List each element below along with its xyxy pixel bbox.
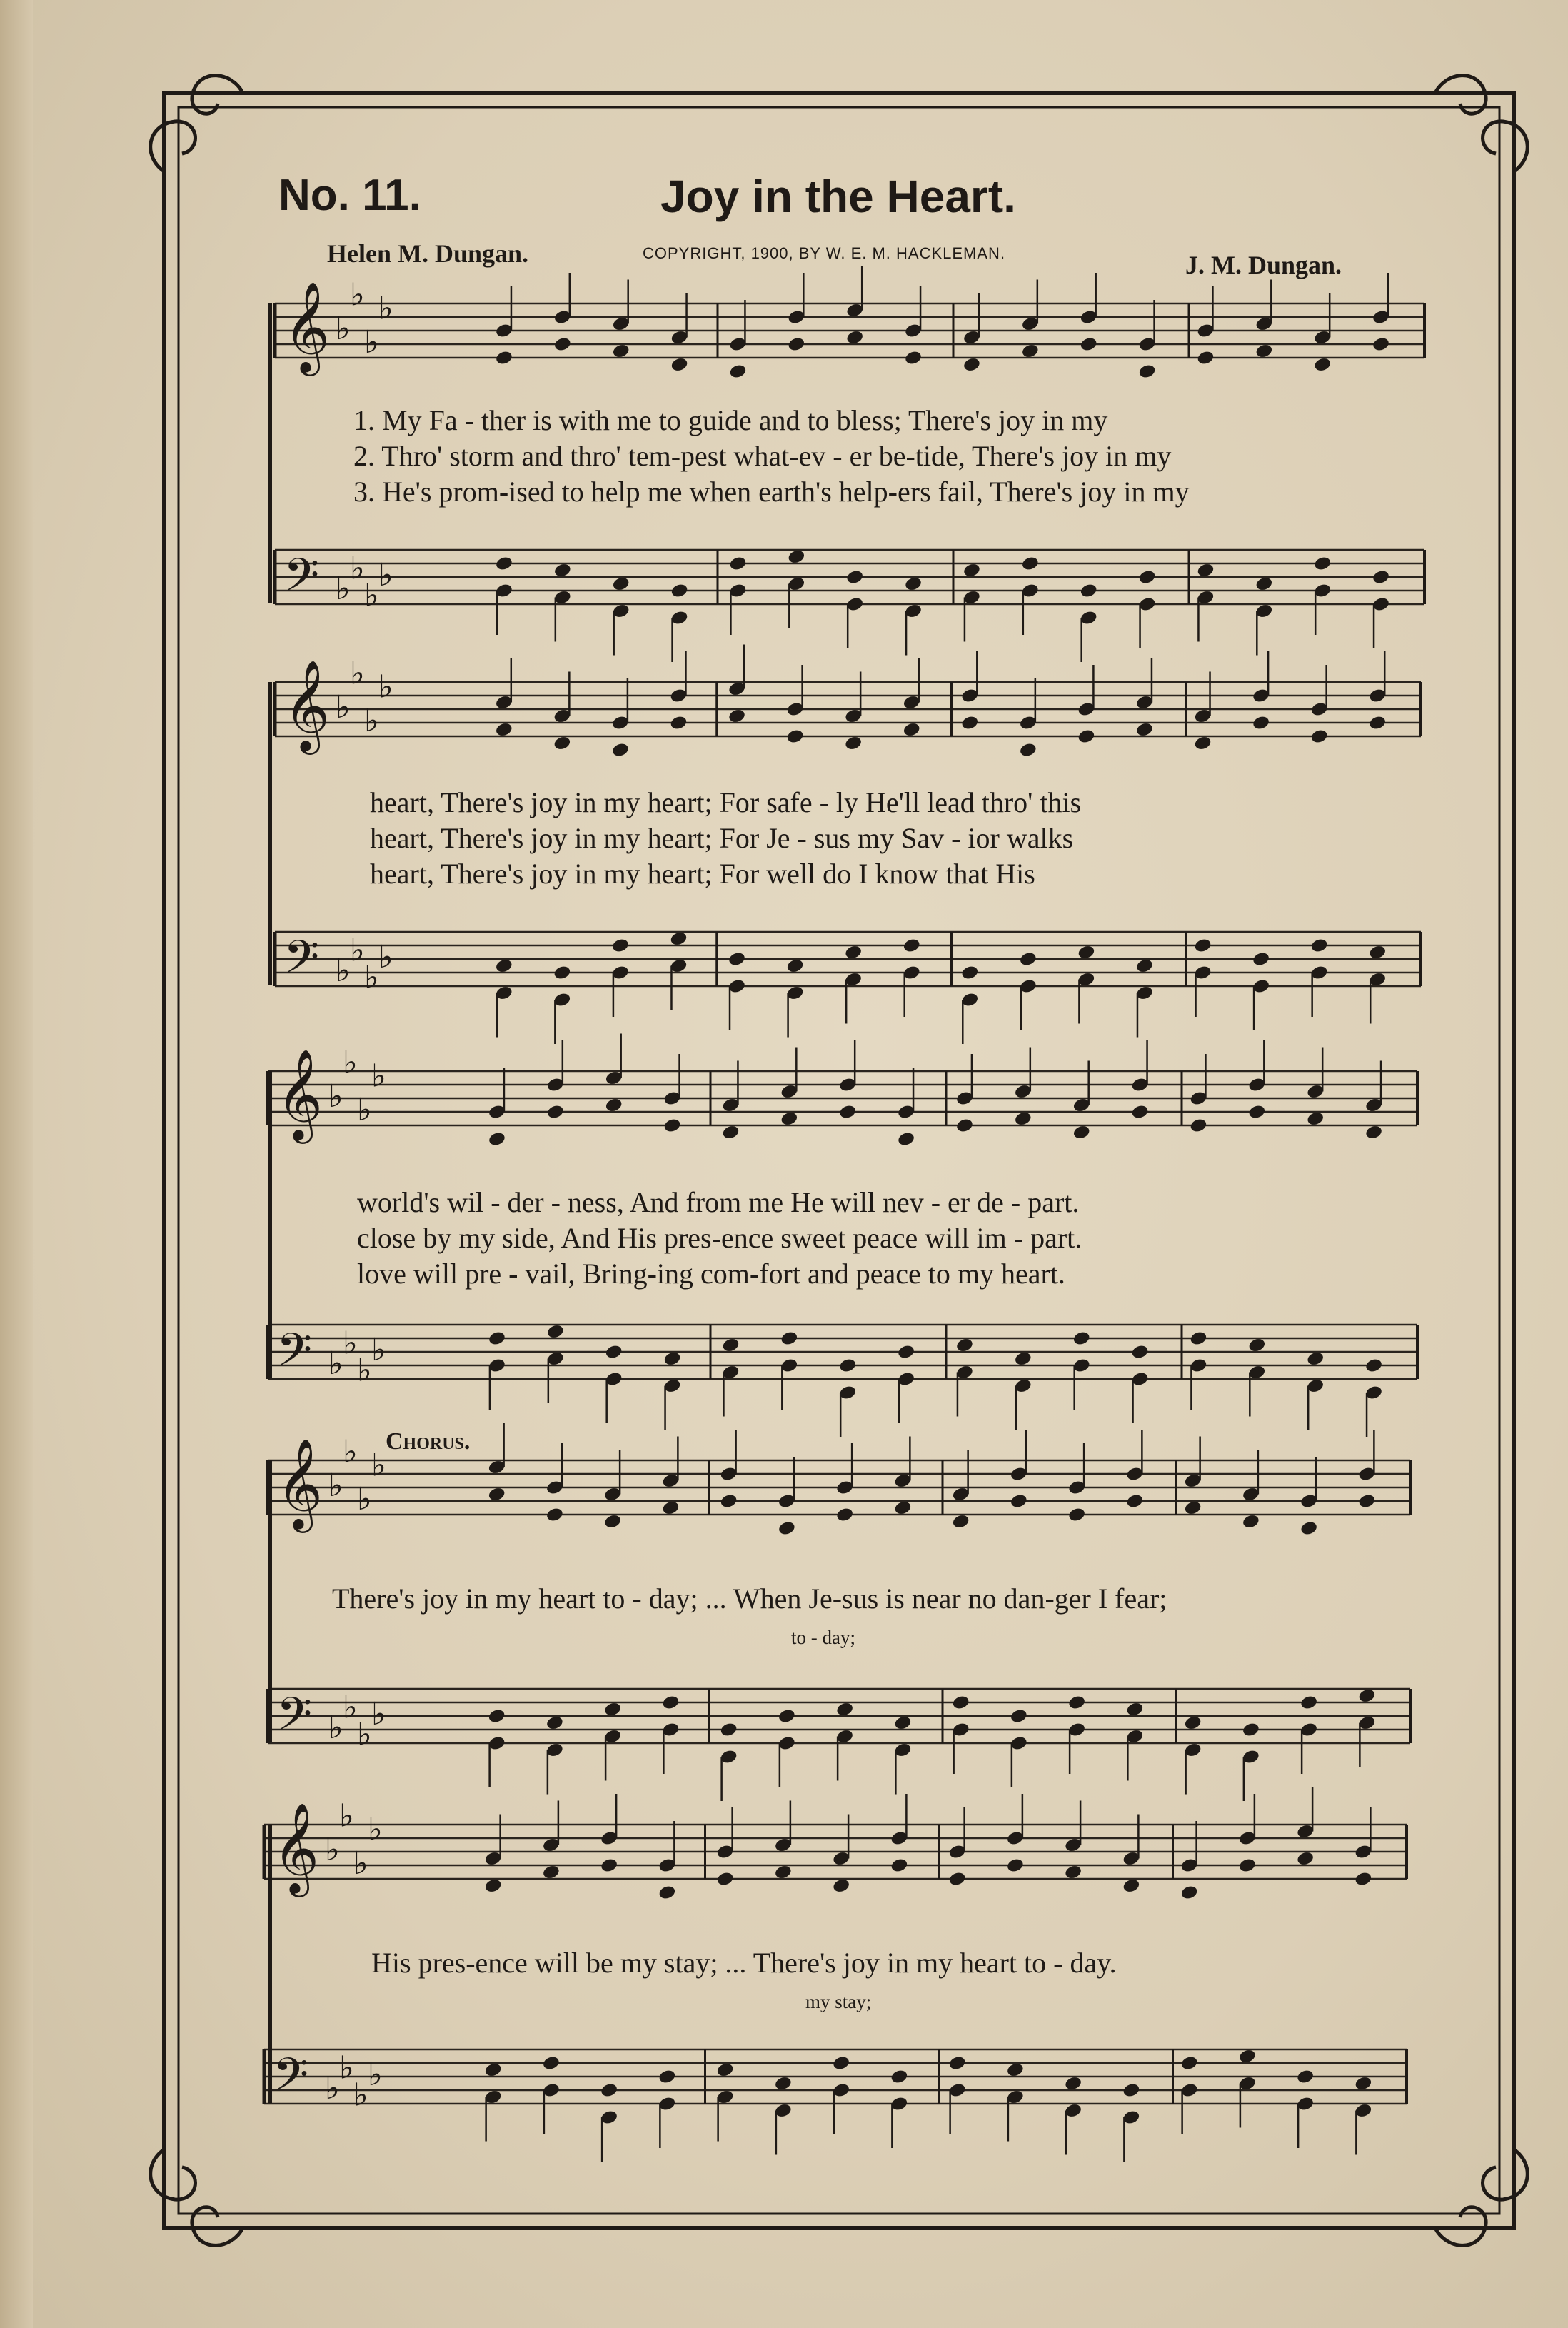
flat-sign-icon: ♭ [371, 1696, 386, 1732]
note-head [1313, 556, 1332, 572]
note-head [955, 1118, 974, 1134]
note-head [611, 742, 630, 758]
note-head [903, 938, 921, 954]
flat-sign-icon: ♭ [371, 1447, 386, 1484]
verse-3-line-3: love will pre - vail, Bring-ing com-fort and peace to my heart. [357, 1258, 1065, 1290]
flat-sign-icon: ♭ [364, 959, 379, 996]
note-head [1137, 363, 1156, 380]
note-head [774, 1864, 793, 1880]
note-head [1354, 1871, 1372, 1887]
note-head [780, 1110, 798, 1127]
note-head [893, 1500, 912, 1516]
note-head [542, 1864, 561, 1880]
flat-sign-icon: ♭ [357, 1352, 372, 1389]
note-head [963, 562, 981, 578]
flat-sign-icon: ♭ [343, 1433, 358, 1470]
flat-sign-icon: ♭ [343, 1325, 358, 1362]
note-head [948, 2055, 967, 2072]
note-head [600, 2082, 618, 2099]
note-head [716, 2062, 735, 2078]
note-head [1365, 1124, 1383, 1140]
chorus-bass-echo-1: to - day; [791, 1627, 855, 1648]
note-head [1238, 2048, 1257, 2064]
flat-sign-icon: ♭ [343, 1689, 358, 1726]
note-head [495, 958, 513, 974]
note-head [670, 583, 688, 599]
note-head [1196, 350, 1215, 366]
note-head [787, 548, 805, 565]
flat-sign-icon: ♭ [328, 1078, 343, 1115]
flat-sign-icon: ♭ [371, 1332, 386, 1368]
note-head [1064, 1864, 1082, 1880]
bass-clef-icon: 𝄢 [276, 1324, 313, 1388]
flat-sign-icon: ♭ [357, 1092, 372, 1128]
flat-sign-icon: ♭ [336, 311, 351, 347]
note-head [960, 965, 979, 981]
flat-sign-icon: ♭ [368, 2057, 383, 2093]
note-head [1354, 2075, 1372, 2092]
note-head [1296, 1850, 1315, 1867]
note-head [1252, 951, 1270, 968]
note-head [721, 1124, 740, 1140]
note-head [546, 1715, 564, 1731]
note-head [663, 1118, 681, 1134]
note-head [832, 2055, 850, 2072]
note-head [1125, 1701, 1144, 1717]
note-head [1125, 1493, 1144, 1510]
note-head [774, 2075, 793, 2092]
note-head [1072, 1124, 1091, 1140]
note-head [658, 1885, 676, 1901]
note-head [1135, 721, 1154, 738]
note-head [1014, 1350, 1032, 1367]
flat-sign-icon: ♭ [378, 557, 393, 593]
flat-sign-icon: ♭ [350, 550, 365, 587]
note-head [1189, 1118, 1207, 1134]
note-head [1193, 735, 1212, 751]
note-head [670, 356, 688, 373]
flat-sign-icon: ♭ [364, 703, 379, 739]
note-head [845, 569, 864, 586]
note-head [1242, 1513, 1260, 1530]
note-head [495, 556, 513, 572]
note-head [553, 562, 572, 578]
note-head [1130, 1104, 1149, 1120]
flat-sign-icon: ♭ [371, 1058, 386, 1095]
treble-clef-icon: 𝄞 [276, 1048, 323, 1140]
note-head [484, 2062, 503, 2078]
note-head [1193, 938, 1212, 954]
note-head [542, 2055, 561, 2072]
note-head [1080, 583, 1098, 599]
flat-sign-icon: ♭ [328, 1345, 343, 1382]
note-head [661, 1500, 680, 1516]
chorus-label: Chorus. [386, 1428, 471, 1455]
note-head [728, 556, 747, 572]
note-head [1077, 728, 1095, 745]
note-head [960, 715, 979, 731]
note-head [890, 2069, 908, 2085]
note-head [1184, 1500, 1202, 1516]
note-head [612, 343, 630, 359]
note-head [669, 715, 688, 731]
flat-sign-icon: ♭ [350, 655, 365, 692]
note-head [1130, 1344, 1149, 1360]
note-head [780, 1330, 798, 1347]
flat-sign-icon: ♭ [336, 689, 351, 726]
note-head [787, 336, 805, 353]
flat-sign-icon: ♭ [339, 1797, 354, 1835]
note-head [1313, 356, 1332, 373]
note-head [952, 1513, 970, 1530]
flat-sign-icon: ♭ [353, 2077, 368, 2114]
note-head [786, 728, 805, 745]
note-head [728, 708, 746, 724]
note-head [963, 356, 981, 373]
flat-sign-icon: ♭ [368, 1811, 383, 1848]
note-head [661, 1695, 680, 1711]
copyright-notice: COPYRIGHT, 1900, BY W. E. M. HACKLEMAN. [643, 244, 1006, 262]
note-head [1080, 336, 1098, 353]
verse-3-line-2: heart, There's joy in my heart; For well do I know that His [370, 858, 1035, 890]
note-head [1300, 1695, 1318, 1711]
flat-sign-icon: ♭ [325, 2070, 340, 2107]
treble-clef-icon: 𝄞 [273, 1802, 320, 1893]
note-head [955, 1337, 974, 1353]
note-head [897, 1131, 915, 1148]
flat-sign-icon: ♭ [336, 571, 351, 607]
note-head [952, 1695, 970, 1711]
note-head [1180, 1885, 1199, 1901]
note-head [1252, 715, 1270, 731]
note-head [1300, 1520, 1318, 1537]
note-head [1310, 938, 1329, 954]
note-head [845, 329, 864, 346]
note-head [1006, 1857, 1025, 1874]
note-head [1357, 1687, 1376, 1704]
note-head [897, 1344, 915, 1360]
note-head [1255, 343, 1273, 359]
note-head [1255, 576, 1273, 592]
bass-clef-icon: 𝄢 [273, 2049, 309, 2113]
verse-2-line-3: close by my side, And His pres-ence sweet peace will im - part. [357, 1222, 1082, 1254]
note-head [838, 1358, 857, 1374]
bass-clef-icon: 𝄢 [276, 1688, 313, 1752]
flat-sign-icon: ♭ [364, 324, 379, 361]
note-head [1242, 1722, 1260, 1738]
flat-sign-icon: ♭ [325, 1832, 340, 1868]
note-head [903, 721, 921, 738]
bass-clef-icon: 𝄢 [283, 931, 320, 995]
note-head [778, 1708, 796, 1725]
treble-clef-icon: 𝄞 [276, 1438, 323, 1529]
note-head [658, 2069, 676, 2085]
note-head [1014, 1110, 1032, 1127]
note-head [605, 1097, 623, 1113]
note-head [1247, 1337, 1266, 1353]
verse-1-line-2: heart, There's joy in my heart; For safe - ly He'll lead thro' this [370, 786, 1082, 818]
note-head [1021, 556, 1040, 572]
note-head [838, 1104, 857, 1120]
note-head [1306, 1350, 1325, 1367]
note-head [1184, 1715, 1202, 1731]
note-head [728, 363, 747, 380]
note-head [488, 1708, 506, 1725]
note-head [611, 938, 630, 954]
note-head [546, 1104, 565, 1120]
note-head [1306, 1110, 1325, 1127]
flat-sign-icon: ♭ [339, 2049, 354, 2087]
note-head [948, 1871, 967, 1887]
note-head [1006, 2062, 1025, 2078]
note-head [1238, 1857, 1257, 1874]
note-head [495, 350, 513, 366]
note-head [720, 1722, 738, 1738]
note-head [1019, 951, 1037, 968]
note-head [1064, 2075, 1082, 2092]
bass-clef-icon: 𝄢 [283, 549, 320, 613]
note-head [1010, 1708, 1028, 1725]
note-head [1019, 742, 1037, 758]
note-head [1135, 958, 1154, 974]
chorus-line-2: His pres-ence will be my stay; ... There's joy in my heart to - day. [371, 1947, 1117, 1979]
flat-sign-icon: ♭ [378, 668, 393, 706]
flat-sign-icon: ♭ [357, 1481, 372, 1517]
note-head [1122, 1877, 1140, 1894]
note-head [1372, 336, 1390, 353]
note-head [1122, 2082, 1140, 2099]
note-head [484, 1877, 503, 1894]
flat-sign-icon: ♭ [378, 290, 393, 327]
note-head [844, 735, 863, 751]
note-head [1010, 1493, 1028, 1510]
note-head [663, 1350, 681, 1367]
note-head [603, 1513, 622, 1530]
note-head [495, 721, 513, 738]
author-credit: Helen M. Dungan. [327, 239, 529, 268]
note-head [488, 1330, 506, 1347]
note-head [1296, 2069, 1315, 2085]
note-head [546, 1507, 564, 1523]
verse-1-line-3: world's wil - der - ness, And from me He will nev - er de - part. [357, 1186, 1080, 1218]
note-head [1247, 1104, 1266, 1120]
hymn-title: Joy in the Heart. [660, 171, 1016, 222]
note-head [904, 576, 923, 592]
flat-sign-icon: ♭ [343, 1044, 358, 1081]
flat-sign-icon: ♭ [364, 577, 379, 614]
note-head [1196, 562, 1215, 578]
verse-2-line-2: heart, There's joy in my heart; For Je - sus my Sav - ior walks [370, 822, 1074, 854]
note-head [1365, 1358, 1383, 1374]
note-head [890, 1857, 908, 1874]
note-head [600, 1857, 618, 1874]
flat-sign-icon: ♭ [378, 939, 393, 975]
composer-credit: J. M. Dungan. [1185, 251, 1342, 279]
note-head [553, 735, 571, 751]
note-head [1372, 569, 1390, 586]
treble-clef-icon: 𝄞 [283, 659, 331, 751]
note-head [1357, 1493, 1376, 1510]
note-head [832, 1877, 850, 1894]
note-head [1072, 1330, 1091, 1347]
note-head [488, 1486, 506, 1502]
verse-2-line-1: 2. Thro' storm and thro' tem-pest what-ev - er be-tide, There's joy in my [353, 440, 1172, 472]
note-head [728, 951, 746, 968]
note-head [1368, 944, 1387, 960]
note-head [786, 958, 805, 974]
verse-1-line-1: 1. My Fa - ther is with me to guide and to bless; There's joy in my [353, 404, 1108, 436]
note-head [1310, 728, 1329, 745]
note-head [553, 336, 572, 353]
note-head [1077, 944, 1095, 960]
note-head [893, 1715, 912, 1731]
note-head [1189, 1330, 1207, 1347]
note-head [603, 1701, 622, 1717]
flat-sign-icon: ♭ [328, 1710, 343, 1746]
note-head [612, 576, 630, 592]
flat-sign-icon: ♭ [353, 1845, 368, 1882]
note-head [1021, 343, 1040, 359]
note-head [1180, 2055, 1199, 2072]
note-head [669, 930, 688, 947]
note-head [1368, 715, 1387, 731]
flat-sign-icon: ♭ [350, 276, 365, 313]
note-head [1137, 569, 1156, 586]
note-head [716, 1871, 735, 1887]
note-head [778, 1520, 796, 1537]
flat-sign-icon: ♭ [328, 1467, 343, 1504]
note-head [721, 1337, 740, 1353]
note-head [605, 1344, 623, 1360]
note-head [1067, 1507, 1086, 1523]
flat-sign-icon: ♭ [357, 1716, 372, 1753]
chorus-line-1: There's joy in my heart to - day; ... When Je-sus is near no dan-ger I fear; [332, 1582, 1167, 1615]
note-head [904, 350, 923, 366]
hymn-number: No. 11. [278, 171, 421, 220]
note-head [835, 1507, 854, 1523]
note-head [835, 1701, 854, 1717]
note-head [546, 1323, 565, 1340]
note-head [488, 1131, 506, 1148]
note-head [720, 1493, 738, 1510]
note-head [844, 944, 863, 960]
flat-sign-icon: ♭ [336, 953, 351, 989]
chorus-bass-echo-2: my stay; [805, 1991, 872, 2012]
note-head [1067, 1695, 1086, 1711]
treble-clef-icon: 𝄞 [283, 281, 331, 372]
note-head [553, 965, 571, 981]
verse-3-line-1: 3. He's prom-ised to help me when earth's help-ers fail, There's joy in my [353, 476, 1190, 508]
flat-sign-icon: ♭ [350, 932, 365, 969]
